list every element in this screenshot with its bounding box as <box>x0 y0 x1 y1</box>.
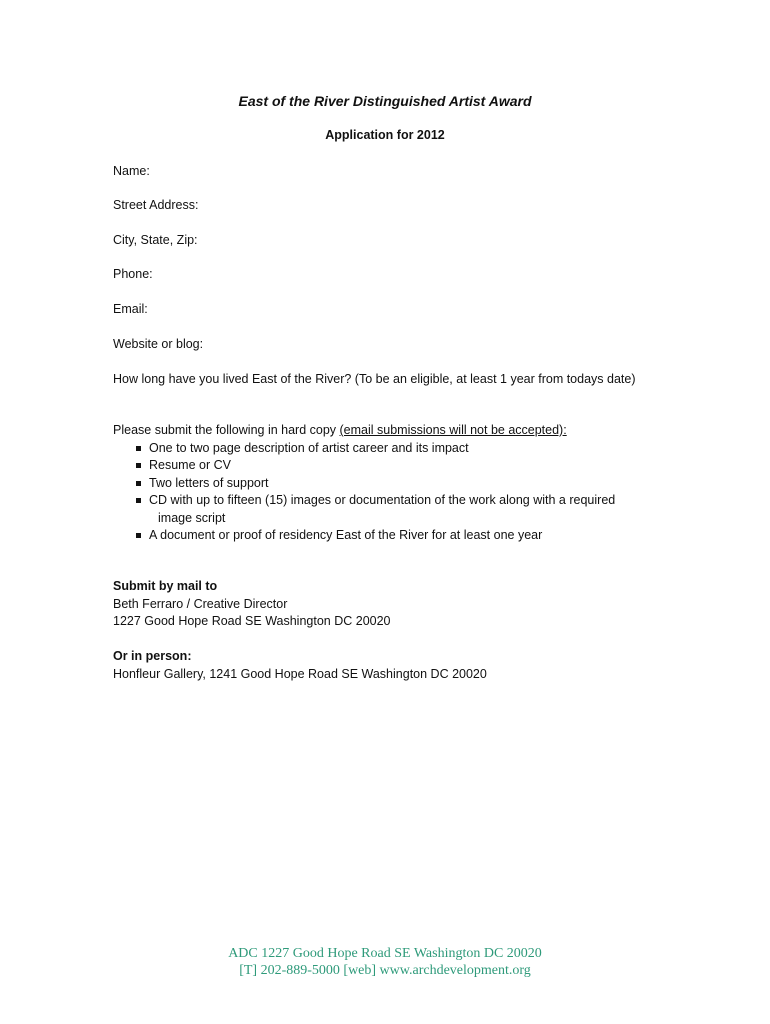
bullet-square-icon <box>136 446 141 451</box>
in-person-address: Honfleur Gallery, 1241 Good Hope Road SE Washington DC 20020 <box>113 667 487 681</box>
list-item: One to two page description of artist career and its impact <box>135 440 659 457</box>
residency-question: How long have you lived East of the River? (To be an eligible, at least 1 year from todays date) <box>113 372 636 386</box>
footer-address: ADC 1227 Good Hope Road SE Washington DC 20020 <box>228 946 542 961</box>
list-item: A document or proof of residency East of the River for at least one year <box>135 527 659 544</box>
list-item: Two letters of support <box>135 475 659 492</box>
phone-field-label: Phone: <box>113 267 153 281</box>
document-title: East of the River Distinguished Artist Award <box>238 93 532 109</box>
requirement-continuation: image script <box>158 510 226 525</box>
footer-contact: [T] 202-889-5000 [web] www.archdevelopment.org <box>239 963 531 978</box>
bullet-square-icon <box>136 481 141 486</box>
submit-intro: Please submit the following in hard copy <box>113 423 340 437</box>
mail-recipient: Beth Ferraro / Creative Director <box>113 597 288 611</box>
mail-heading: Submit by mail to <box>113 579 218 593</box>
list-item: CD with up to fifteen (15) images or documentation of the work along with a required image script <box>135 492 659 527</box>
requirements-list <box>135 440 659 544</box>
list-item: Resume or CV <box>135 457 659 474</box>
email-field-label: Email: <box>113 302 148 316</box>
website-field-label: Website or blog: <box>113 337 204 351</box>
bullet-square-icon <box>136 533 141 538</box>
name-field-label: Name: <box>113 164 150 178</box>
document-subtitle: Application for 2012 <box>325 128 445 142</box>
city-state-zip-field-label: City, State, Zip: <box>113 233 198 247</box>
in-person-heading: Or in person: <box>113 649 192 663</box>
bullet-square-icon <box>136 463 141 468</box>
mail-address: 1227 Good Hope Road SE Washington DC 20020 <box>113 614 391 628</box>
submit-intro-note: (email submissions will not be accepted): <box>339 423 567 437</box>
bullet-square-icon <box>136 498 141 503</box>
street-address-field-label: Street Address: <box>113 198 199 212</box>
submit-instructions <box>113 423 567 437</box>
